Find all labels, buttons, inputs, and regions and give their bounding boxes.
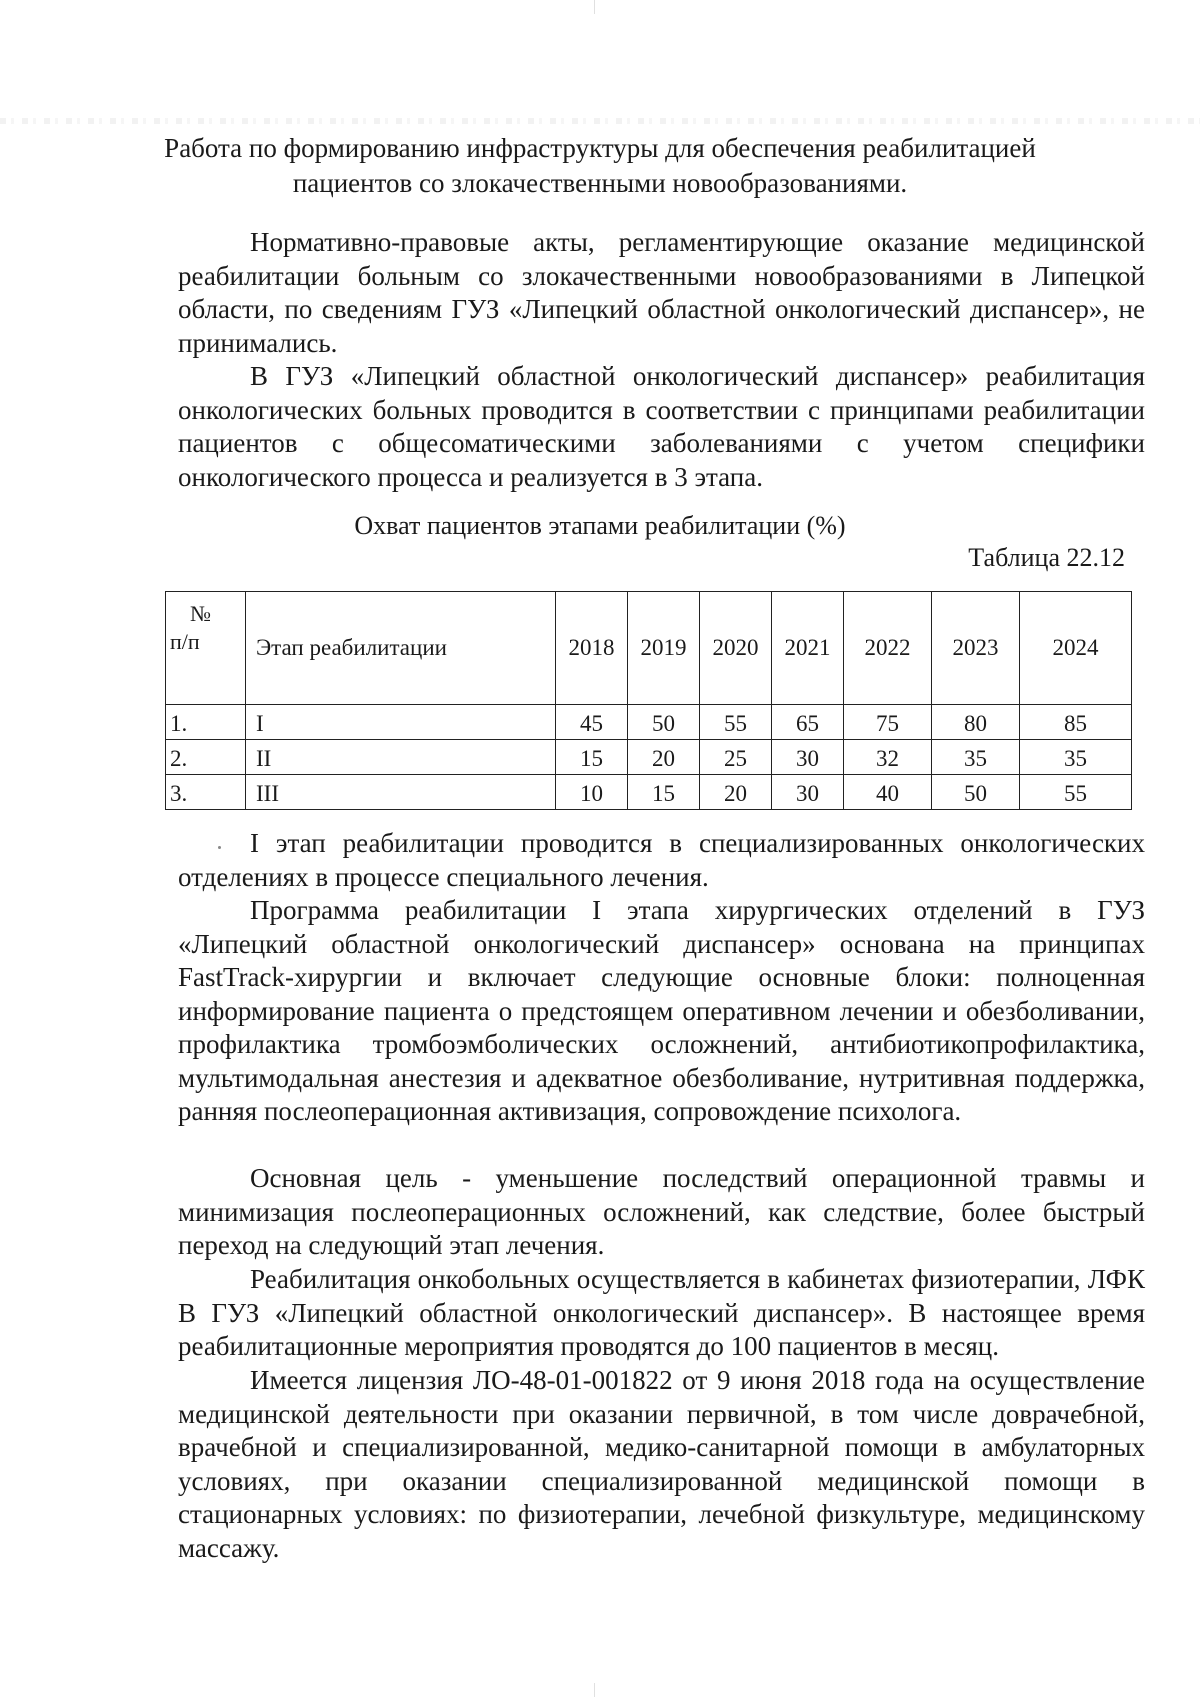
row-value: 50 <box>932 775 1020 810</box>
table-row <box>166 775 1132 810</box>
row-value: 55 <box>700 705 772 740</box>
row-value: 35 <box>1020 740 1132 775</box>
intro-paragraph-1: Нормативно-правовые акты, регламентирующие оказание медицинской реабилитации больным со злокачественными новообразованиями в Липецкой области, по сведениям ГУЗ «Липецкий областной онкологический диспансер», не принимались. <box>178 227 1145 358</box>
scan-mark-bottom <box>594 1683 595 1697</box>
row-value: 40 <box>844 775 932 810</box>
body-paragraph-3: Основная цель - уменьшение последствий операционной травмы и минимизация послеоперационных осложнений, как следствие, более быстрый переход на следующий этап лечения. <box>178 1163 1145 1260</box>
header-num-abbr: п/п <box>170 629 200 654</box>
header-year: 2022 <box>844 592 932 705</box>
table-row <box>166 740 1132 775</box>
header-year: 2021 <box>772 592 844 705</box>
row-value: 10 <box>556 775 628 810</box>
title-line-1: Работа по формированию инфраструктуры для обеспечения реабилитацией <box>164 133 1036 163</box>
table-row <box>166 705 1132 740</box>
row-value: 20 <box>700 775 772 810</box>
row-value: 15 <box>556 740 628 775</box>
scan-artifact-line <box>0 118 1200 124</box>
row-value: 80 <box>932 705 1020 740</box>
header-year: 2019 <box>628 592 700 705</box>
row-value: 45 <box>556 705 628 740</box>
table-header-row <box>166 592 1132 705</box>
table-number: Таблица 22.12 <box>968 543 1125 572</box>
intro-paragraph-2: В ГУЗ «Липецкий областной онкологический диспансер» реабилитация онкологических больных проводится в соответствии с принципами реабилитации пациентов с общесоматическими заболеваниями с учетом специфики онкологического процесса и реализуется в 3 этапа. <box>178 361 1145 492</box>
row-num: 3. <box>166 775 246 810</box>
body-paragraph-4: Реабилитация онкобольных осуществляется в кабинетах физиотерапии, ЛФК В ГУЗ «Липецкий областной онкологический диспансер». В настоящее время реабилитационные мероприятия проводятся до 100 пациентов в месяц. <box>178 1264 1145 1361</box>
row-value: 30 <box>772 775 844 810</box>
row-stage: III <box>246 775 556 810</box>
row-value: 50 <box>628 705 700 740</box>
document-title <box>150 131 1050 201</box>
title-line-2: пациентов со злокачественными новообразованиями. <box>292 168 908 198</box>
rehabilitation-coverage-table <box>165 591 1132 810</box>
body-paragraph-1: I этап реабилитации проводится в специализированных онкологических отделениях в процессе специального лечения. <box>178 828 1145 892</box>
scan-mark-top <box>594 0 595 14</box>
row-value: 25 <box>700 740 772 775</box>
row-stage: I <box>246 705 556 740</box>
row-value: 32 <box>844 740 932 775</box>
row-value: 35 <box>932 740 1020 775</box>
row-stage: II <box>246 740 556 775</box>
header-num-symbol: № <box>190 601 211 626</box>
row-num: 1. <box>166 705 246 740</box>
row-value: 20 <box>628 740 700 775</box>
row-num: 2. <box>166 740 246 775</box>
header-year: 2023 <box>932 592 1020 705</box>
body-paragraph-2: Программа реабилитации I этапа хирургических отделений в ГУЗ «Липецкий областной онкологический диспансер» основана на принципах FastTrack-хирургии и включает следующие основные блоки: полноценная информирование пациента о предстоящем оперативном лечении и обезболивании, профилактика тромбоэмболических осложнений, антибиотикопрофилактика, мультимодальная анестезия и адекватное обезболивание, нутритивная поддержка, ранняя послеоперационная активизация, сопровождение психолога. <box>178 895 1145 1126</box>
body-paragraph-5: Имеется лицензия ЛО-48-01-001822 от 9 июня 2018 года на осуществление медицинской деятельности при оказании первичной, в том числе доврачебной, врачебной и специализированной, медико-санитарной помощи в амбулаторных условиях, при оказании специализированной медицинской помощи в стационарных условиях: по физиотерапии, лечебной физкультуре, медицинскому массажу. <box>178 1365 1145 1563</box>
row-value: 55 <box>1020 775 1132 810</box>
header-year: 2018 <box>556 592 628 705</box>
row-value: 85 <box>1020 705 1132 740</box>
row-value: 15 <box>628 775 700 810</box>
row-value: 75 <box>844 705 932 740</box>
row-value: 65 <box>772 705 844 740</box>
table-caption: Охват пациентов этапами реабилитации (%) <box>354 511 846 540</box>
row-value: 30 <box>772 740 844 775</box>
header-num <box>166 592 246 705</box>
header-stage: Этап реабилитации <box>246 592 556 705</box>
header-year: 2024 <box>1020 592 1132 705</box>
header-year: 2020 <box>700 592 772 705</box>
